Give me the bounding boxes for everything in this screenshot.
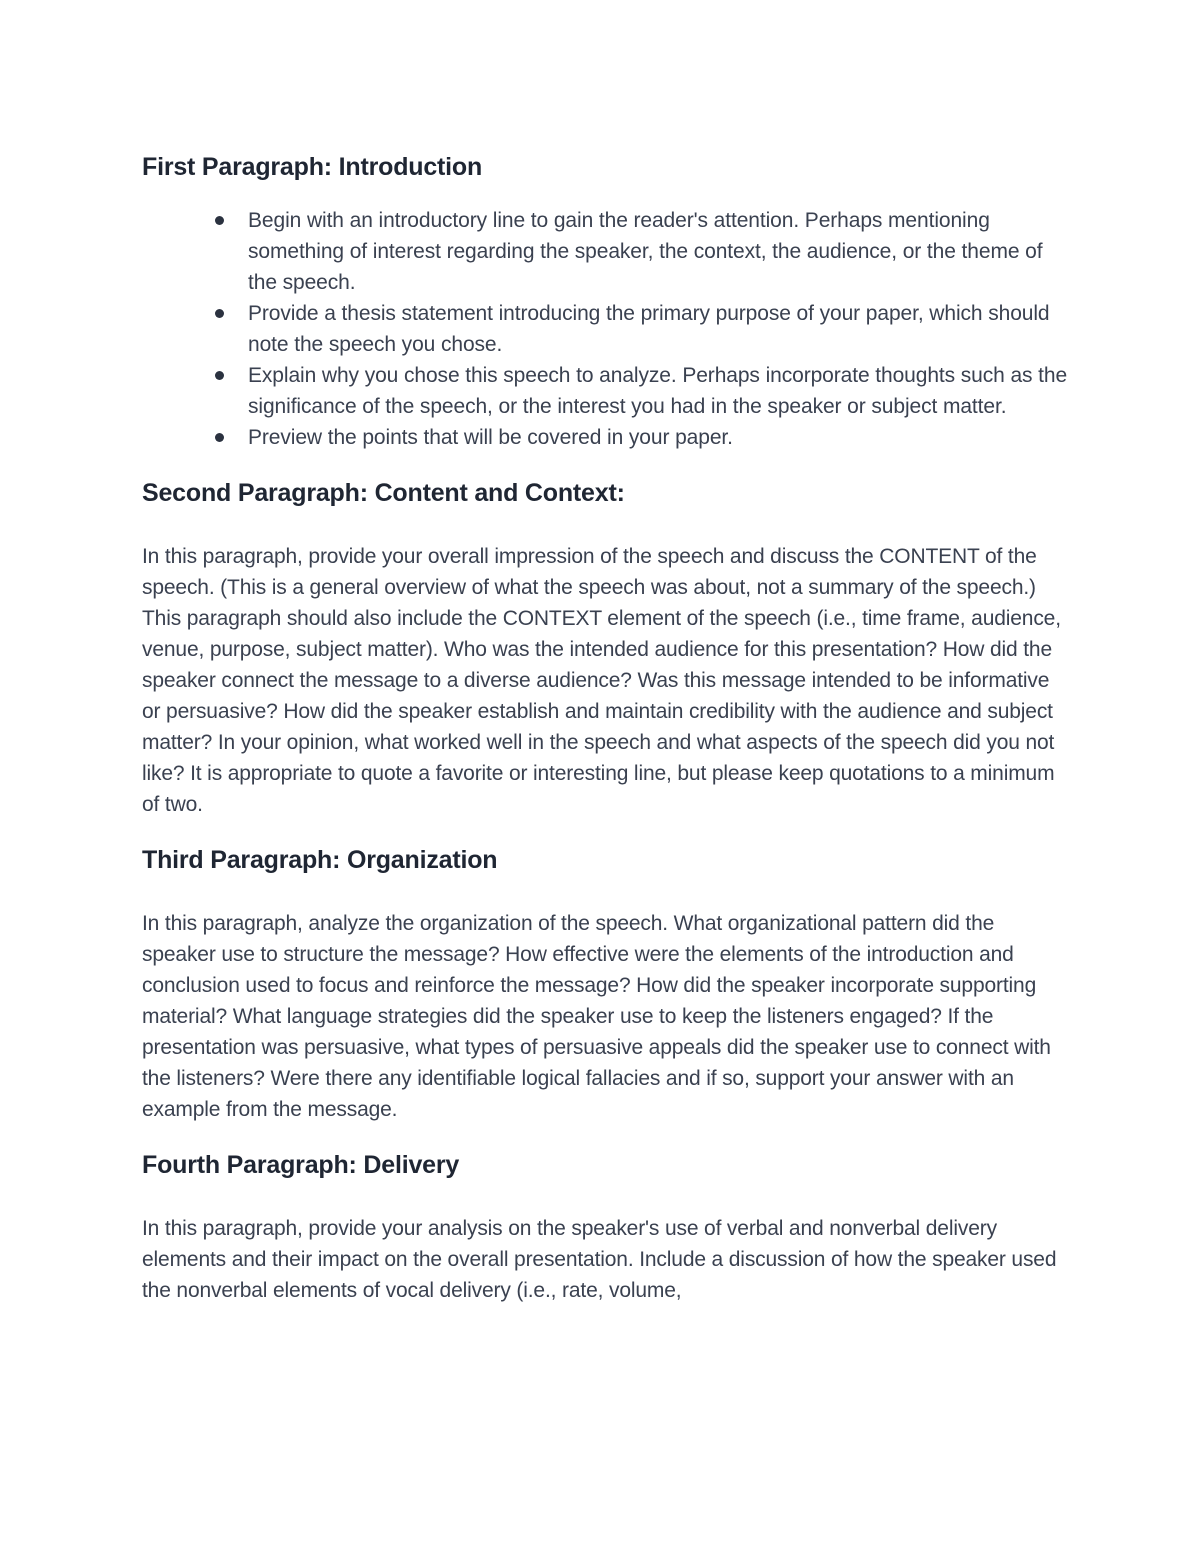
bullet-icon (215, 371, 224, 380)
bullet-item (248, 360, 1070, 422)
bullet-text: Explain why you chose this speech to analyze. Perhaps incorporate thoughts such as the significance of the speech, or the interest you had in the speaker or subject matter. (248, 364, 1068, 418)
section-body: In this paragraph, provide your analysis on the speaker's use of verbal and nonverbal delivery elements and their impact on the overall presentation. Include a discussion of how the speaker used the nonverbal elements of vocal delivery (i.e., rate, volume, (142, 1217, 1057, 1302)
section-heading: Second Paragraph: Content and Context: (142, 479, 625, 507)
bullet-item (248, 205, 1070, 298)
bullet-item (248, 298, 1070, 360)
section-body: In this paragraph, analyze the organization of the speech. What organizational pattern did the speaker use to structure the message? How effective were the elements of the introduction and conclusion used to focus and reinforce the message? How did the speaker incorporate supporting material? What language strategies did the speaker use to keep the listeners engaged? If the presentation was persuasive, what types of persuasive appeals did the speaker use to connect with the listeners? Were there any identifiable logical fallacies and if so, support your answer with an example from the message. (142, 912, 1051, 1121)
bullet-text: Begin with an introductory line to gain the reader's attention. Perhaps mentioning something of interest regarding the speaker, the context, the audience, or the theme of the speech. (248, 209, 1043, 294)
section-heading: Fourth Paragraph: Delivery (142, 1151, 460, 1179)
section-heading: Third Paragraph: Organization (142, 846, 498, 874)
section-organization (142, 840, 1070, 1125)
bullet-list (142, 205, 1070, 453)
section-content-and-context (142, 473, 1070, 820)
bullet-text: Preview the points that will be covered in your paper. (248, 426, 733, 449)
section-delivery (142, 1145, 1070, 1306)
bullet-icon (215, 309, 224, 318)
bullet-icon (215, 433, 224, 442)
section-heading: First Paragraph: Introduction (142, 153, 483, 181)
bullet-item (248, 422, 1070, 453)
bullet-icon (215, 216, 224, 225)
bullet-text: Provide a thesis statement introducing the primary purpose of your paper, which should note the speech you chose. (248, 302, 1050, 356)
section-body: In this paragraph, provide your overall impression of the speech and discuss the CONTENT of the speech. (This is a general overview of what the speech was about, not a summary of the speech.) This paragraph should also include the CONTEXT element of the speech (i.e., time frame, audience, venue, purpose, subject matter). Who was the intended audience for this presentation? How did the speaker connect the message to a diverse audience? Was this message intended to be informative or persuasive? How did the speaker establish and maintain credibility with the audience and subject matter? In your opinion, what worked well in the speech and what aspects of the speech did you not like? It is appropriate to quote a favorite or interesting line, but please keep quotations to a minimum of two. (142, 545, 1061, 816)
section-introduction (142, 147, 1070, 453)
